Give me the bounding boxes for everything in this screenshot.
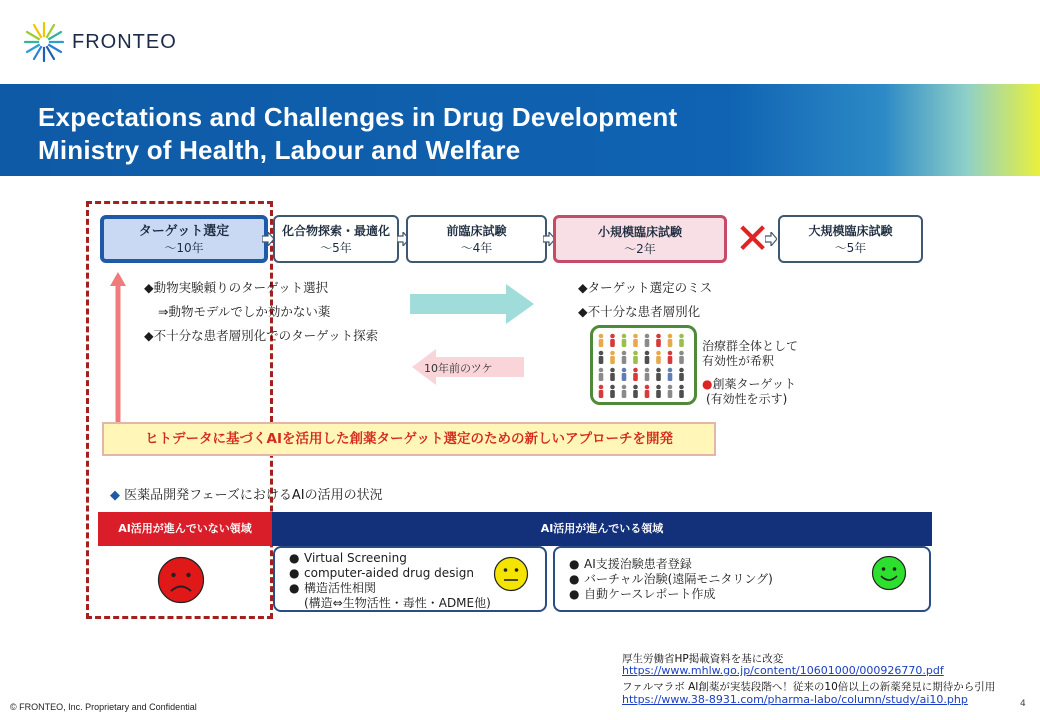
person-icon xyxy=(656,385,661,398)
person-icon xyxy=(668,351,673,364)
person-icon xyxy=(679,368,684,381)
phase-compound-optimization xyxy=(273,215,399,263)
person-icon xyxy=(645,351,650,364)
slide-title-line-2: Ministry of Health, Labour and Welfare xyxy=(38,135,521,165)
happy-face-icon xyxy=(871,555,907,591)
phase-name: 前臨床試験 xyxy=(446,224,507,238)
source-link-1[interactable]: https://www.mhlw.go.jp/content/10601000/000926770.pdf xyxy=(622,664,944,677)
person-icon xyxy=(622,385,627,398)
person-icon xyxy=(599,334,604,347)
person-icon xyxy=(622,334,627,347)
sad-face-icon xyxy=(157,556,205,604)
person-icon xyxy=(599,351,604,364)
list-item: ● 自動ケースレポート作成 xyxy=(569,587,716,601)
people-caption-2: 有効性が希釈 xyxy=(702,354,775,368)
starburst-icon xyxy=(22,20,66,64)
patient-population-grid xyxy=(590,325,697,405)
page-number: 4 xyxy=(1020,699,1026,709)
person-icon xyxy=(599,385,604,398)
list-item: ● 構造活性相関 xyxy=(289,581,377,595)
person-icon xyxy=(645,385,650,398)
person-icon xyxy=(610,368,615,381)
person-icon xyxy=(610,351,615,364)
person-icon xyxy=(645,334,650,347)
phase-duration: ～5年 xyxy=(320,241,352,255)
ai-status-heading xyxy=(110,484,383,503)
list-item: ● バーチャル治験(遠隔モニタリング) xyxy=(569,572,773,586)
source-note-1: 厚生労働省HP掲載資料を基に改変 xyxy=(622,653,784,665)
person-icon xyxy=(679,334,684,347)
right-point-1: ◆ターゲット選定のミス xyxy=(578,280,713,295)
person-icon xyxy=(656,368,661,381)
footer-copyright: © FRONTEO, Inc. Proprietary and Confidential xyxy=(10,702,197,712)
person-icon xyxy=(633,385,638,398)
logo-text: FRONTEO xyxy=(72,30,177,53)
slide-title-line-1: Expectations and Challenges in Drug Development xyxy=(38,102,678,132)
neutral-face-icon xyxy=(493,556,529,592)
list-item: ● computer-aided drug design xyxy=(289,566,474,580)
fronteo-logo xyxy=(22,20,202,64)
person-icon xyxy=(668,368,673,381)
red-dot-icon: ● xyxy=(702,377,713,391)
phase-small-clinical xyxy=(553,215,727,263)
phase-target-selection xyxy=(100,215,268,263)
list-item: (構造⇔生物活性・毒性・ADME他) xyxy=(304,596,491,610)
phase-name: ターゲット選定 xyxy=(138,224,230,239)
phase-name: 化合物探索・最適化 xyxy=(281,224,390,238)
person-icon xyxy=(622,351,627,364)
phase-duration: ～2年 xyxy=(624,242,656,256)
ai-status-heading-text: 医薬品開発フェーズにおけるAIの活用の状況 xyxy=(124,488,383,503)
person-icon xyxy=(668,385,673,398)
people-legend-text: 創薬ターゲット xyxy=(712,377,797,391)
person-icon xyxy=(610,334,615,347)
phase-large-clinical xyxy=(778,215,923,263)
person-icon xyxy=(656,351,661,364)
person-icon xyxy=(645,368,650,381)
person-icon xyxy=(599,368,604,381)
people-icon xyxy=(593,328,694,402)
list-item: ● AI支援治験患者登録 xyxy=(569,557,692,571)
phase-preclinical xyxy=(406,215,547,263)
failure-cross-icon: ✕ xyxy=(735,214,771,263)
phase-duration: ～4年 xyxy=(460,241,493,255)
person-icon xyxy=(679,385,684,398)
phase-duration: ～5年 xyxy=(834,241,867,255)
phase-duration: ～10年 xyxy=(164,241,204,255)
list-item: ● Virtual Screening xyxy=(289,551,407,565)
left-point-1: ◆動物実験頼りのターゲット選択 xyxy=(144,280,329,295)
pink-arrow-label: 10年前のツケ xyxy=(424,362,493,375)
left-point-2: ⇒動物モデルでしか効かない薬 xyxy=(158,304,331,319)
left-point-3: ◆不十分な患者層別化でのターゲット探索 xyxy=(144,328,379,343)
new-approach-banner: ヒトデータに基づくAIを活用した創薬ターゲット選定のための新しいアプローチを開発 xyxy=(102,422,716,456)
progress-arrow-right-icon xyxy=(410,284,534,324)
person-icon xyxy=(633,334,638,347)
diamond-icon: ◆ xyxy=(110,488,120,503)
ai-not-advanced-header: AI活用が進んでいない領域 xyxy=(98,512,272,546)
right-point-2: ◆不十分な患者層別化 xyxy=(578,304,701,319)
people-caption-1: 治療群全体として xyxy=(702,339,799,353)
phase-name: 小規模臨床試験 xyxy=(597,225,682,239)
source-link-2[interactable]: https://www.38-8931.com/pharma-labo/column/study/ai10.php xyxy=(622,693,968,706)
person-icon xyxy=(610,385,615,398)
person-icon xyxy=(679,351,684,364)
person-icon xyxy=(656,334,661,347)
person-icon xyxy=(633,351,638,364)
phase-name: 大規模臨床試験 xyxy=(808,224,893,238)
people-legend-2: (有効性を示す) xyxy=(706,392,788,406)
person-icon xyxy=(668,334,673,347)
person-icon xyxy=(622,368,627,381)
source-note-2: ファルマラボ AI創薬が実装段階へ！従来の10倍以上の新薬発見に期待から引用 xyxy=(622,681,996,693)
ai-advanced-header: AI活用が進んでいる領域 xyxy=(272,512,932,546)
person-icon xyxy=(633,368,638,381)
feedback-arrow-up-icon xyxy=(110,272,126,422)
